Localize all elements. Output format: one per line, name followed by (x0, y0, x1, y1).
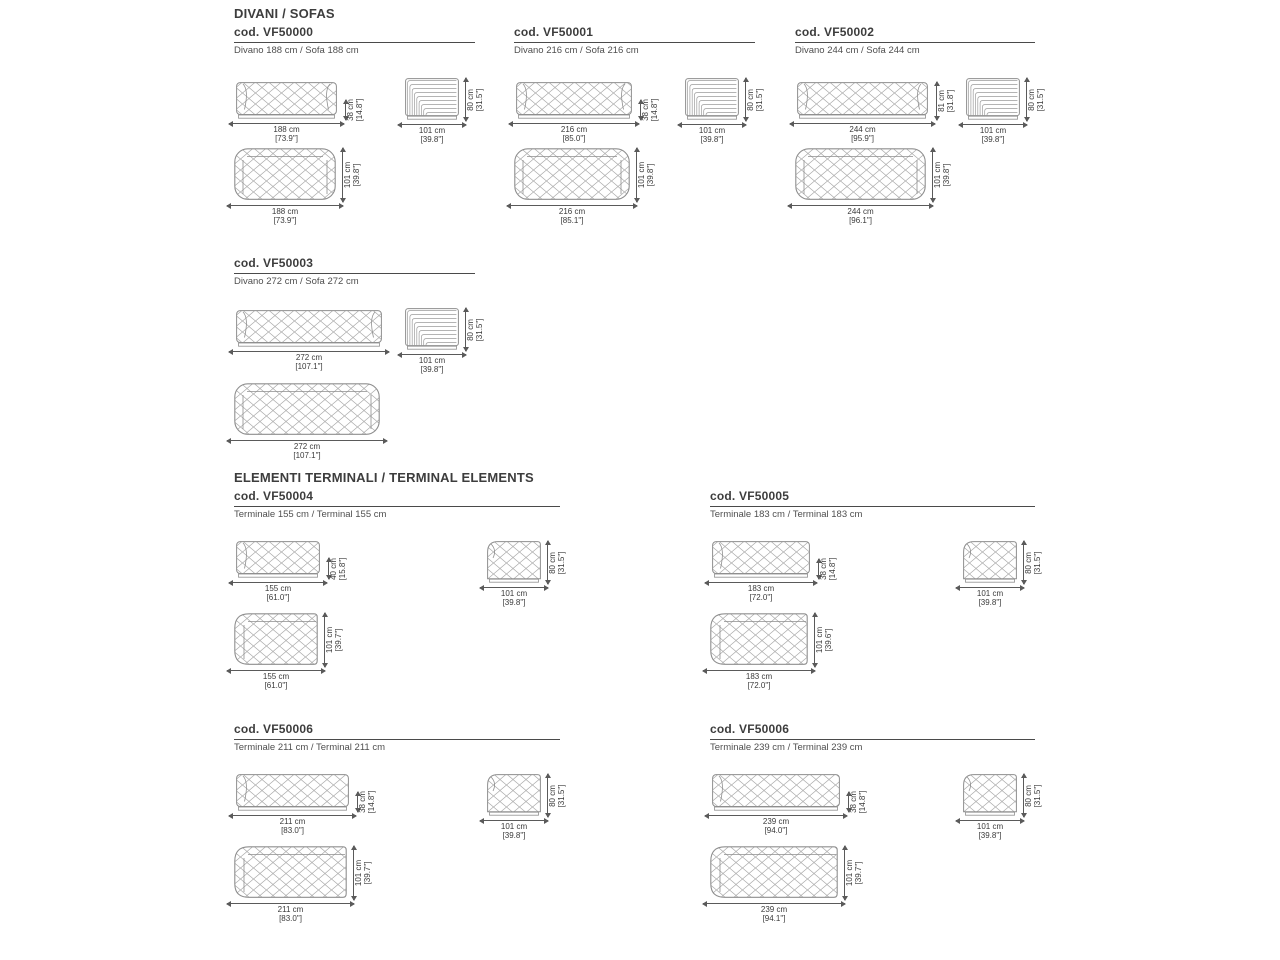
side-depth-dimension (678, 124, 746, 144)
dim-cm: 101 cm (815, 626, 824, 654)
dim-cm: 183 cm (747, 584, 775, 593)
dimension-line (480, 587, 548, 588)
dimension-line (788, 205, 933, 206)
dim-in: [85.1"] (560, 216, 584, 225)
dim-cm: 80 cm (1024, 551, 1033, 574)
front-height-dimension (818, 559, 836, 579)
side-height-dimension (465, 308, 483, 351)
terminal-front-view (236, 541, 320, 579)
terminal-front-view (712, 774, 840, 812)
front-height-dimension (640, 100, 658, 120)
product-subtitle: Terminale 155 cm / Terminal 155 cm (234, 509, 387, 520)
product-code: cod. VF50006 (234, 722, 560, 740)
dim-in: [39.8"] (352, 163, 361, 187)
dim-cm: 101 cm (845, 859, 854, 887)
dim-in: [107.1"] (295, 362, 323, 371)
dim-cm: 80 cm (1024, 784, 1033, 807)
plan-width-dimension (703, 670, 815, 690)
dim-cm: 183 cm (745, 672, 773, 681)
dim-in: [61.0"] (264, 681, 288, 690)
side-depth-dimension (398, 354, 466, 374)
dim-in: [31.5"] (557, 784, 566, 807)
front-width-dimension (790, 123, 935, 143)
terminal-plan-view (234, 613, 318, 667)
terminal-front-view (712, 541, 810, 579)
sofa-front-view (516, 82, 632, 120)
front-height-dimension (345, 100, 363, 120)
terminal-side-view (963, 774, 1017, 817)
side-depth-dimension (956, 587, 1024, 607)
front-width-dimension (705, 815, 847, 835)
sofa-front-view (797, 82, 928, 120)
product-code: cod. VF50000 (234, 25, 475, 43)
sofa-plan-view (234, 383, 380, 437)
terminal-plan-view (234, 846, 347, 900)
terminal-plan-view (710, 613, 808, 667)
dim-in: [15.8"] (338, 557, 347, 580)
dim-cm: 101 cm (354, 859, 363, 887)
dim-in: [14.8"] (355, 98, 364, 122)
dim-cm: 80 cm (466, 318, 475, 341)
sofa-side-view (966, 78, 1020, 121)
sofa-side-view (405, 308, 459, 351)
product-subtitle: Divano 216 cm / Sofa 216 cm (514, 45, 639, 56)
front-height-dimension (328, 558, 346, 579)
dimension-line (227, 670, 325, 671)
dim-in: [14.8"] (828, 557, 837, 581)
dim-in: [39.8"] (420, 365, 444, 374)
sofa-plan-view (514, 148, 630, 202)
dim-cm: 244 cm (849, 125, 876, 134)
dimension-line (229, 815, 356, 816)
dimension-line (227, 903, 354, 904)
side-depth-dimension (959, 124, 1027, 144)
plan-depth-dimension (932, 148, 950, 202)
dim-in: [72.0"] (749, 593, 773, 602)
dim-in: [31.5"] (1033, 784, 1042, 807)
dim-cm: 239 cm (760, 905, 788, 914)
plan-depth-dimension (324, 613, 342, 667)
section-title-terminals: ELEMENTI TERMINALI / TERMINAL ELEMENTS (234, 470, 534, 485)
dim-in: [95.9"] (851, 134, 874, 143)
product-card-vf50004 (234, 489, 566, 690)
dim-cm: 80 cm (548, 784, 557, 807)
product-code: cod. VF50006 (710, 722, 1035, 740)
dim-in: [14.8"] (367, 790, 376, 814)
side-height-dimension (1023, 541, 1041, 584)
front-height-dimension (357, 792, 375, 812)
product-card-vf50001 (514, 25, 764, 225)
plan-depth-dimension (353, 846, 371, 900)
front-width-dimension (229, 582, 327, 602)
plan-width-dimension (788, 205, 933, 225)
dim-in: [72.0"] (747, 681, 771, 690)
dimension-line (398, 354, 466, 355)
dim-cm: 38 cm (358, 791, 367, 813)
product-code: cod. VF50002 (795, 25, 1035, 43)
side-height-dimension (745, 78, 763, 121)
dim-cm: 155 cm (264, 584, 292, 593)
dim-cm: 272 cm (293, 442, 321, 451)
section-title-sofas: DIVANI / SOFAS (234, 6, 335, 21)
plan-width-dimension (227, 440, 387, 460)
sofa-side-view (405, 78, 459, 121)
dim-in: [39.7"] (334, 628, 343, 652)
dim-cm: 155 cm (262, 672, 290, 681)
side-height-dimension (547, 541, 565, 584)
dimension-line (480, 820, 548, 821)
dim-cm: 101 cm (418, 356, 446, 365)
dim-in: [39.8"] (502, 831, 526, 840)
product-card-vf50006-211 (234, 722, 566, 923)
dimension-line (398, 124, 466, 125)
dim-in: [107.1"] (293, 451, 321, 460)
dimension-line (956, 820, 1024, 821)
dimension-line (678, 124, 746, 125)
dimension-line (703, 903, 845, 904)
dim-cm: 81 cm (937, 90, 946, 112)
terminal-side-view (487, 774, 541, 817)
terminal-side-view (487, 541, 541, 584)
front-width-dimension (229, 815, 356, 835)
dim-cm: 101 cm (500, 822, 528, 831)
side-height-dimension (547, 774, 565, 817)
dim-in: [31.5"] (475, 88, 484, 111)
sofa-plan-view (795, 148, 926, 202)
product-code: cod. VF50004 (234, 489, 560, 507)
dim-cm: 188 cm (271, 207, 299, 216)
front-width-dimension (509, 123, 639, 143)
dim-in: [14.8"] (858, 790, 867, 814)
side-height-dimension (465, 78, 483, 121)
plan-width-dimension (507, 205, 637, 225)
dim-in: [94.0"] (764, 826, 788, 835)
dim-in: [83.0"] (281, 826, 304, 835)
dim-in: [94.1"] (762, 914, 786, 923)
dim-in: [73.9"] (273, 216, 297, 225)
dim-cm: 101 cm (500, 589, 528, 598)
dim-cm: 101 cm (979, 126, 1007, 135)
dimension-line (705, 815, 847, 816)
dim-cm: 38 cm (641, 99, 650, 121)
product-subtitle: Terminale 183 cm / Terminal 183 cm (710, 509, 863, 520)
product-subtitle: Divano 272 cm / Sofa 272 cm (234, 276, 359, 287)
dim-cm: 101 cm (637, 161, 646, 189)
dim-cm: 272 cm (295, 353, 323, 362)
dim-in: [39.7"] (854, 861, 863, 885)
dimension-line (507, 205, 637, 206)
dim-in: [14.8"] (650, 98, 659, 122)
dim-in: [31.5"] (1036, 88, 1045, 111)
dimension-line (509, 123, 639, 124)
side-height-dimension (1026, 78, 1044, 121)
dim-in: [39.7"] (363, 861, 372, 885)
dim-cm: 101 cm (976, 822, 1004, 831)
plan-width-dimension (227, 670, 325, 690)
product-card-vf50000 (234, 25, 484, 225)
front-width-dimension (229, 123, 344, 143)
dim-in: [31.8"] (946, 89, 955, 113)
dim-in: [61.0"] (266, 593, 290, 602)
plan-width-dimension (227, 205, 343, 225)
sofa-side-view (685, 78, 739, 121)
side-height-dimension (1023, 774, 1041, 817)
plan-width-dimension (227, 903, 354, 923)
side-depth-dimension (480, 587, 548, 607)
product-code: cod. VF50003 (234, 256, 475, 274)
dimension-line (705, 582, 817, 583)
dim-cm: 40 cm (329, 557, 338, 580)
product-code: cod. VF50001 (514, 25, 755, 43)
dimension-line (790, 123, 935, 124)
product-subtitle: Terminale 239 cm / Terminal 239 cm (710, 742, 863, 753)
front-height-dimension (848, 792, 866, 812)
dim-cm: 38 cm (819, 558, 828, 580)
dim-cm: 239 cm (762, 817, 790, 826)
dim-in: [73.9"] (275, 134, 298, 143)
dim-in: [39.8"] (646, 163, 655, 187)
plan-depth-dimension (636, 148, 654, 202)
dim-in: [83.0"] (279, 914, 302, 923)
dim-cm: 216 cm (558, 207, 586, 216)
dim-cm: 188 cm (273, 125, 300, 134)
dim-cm: 216 cm (560, 125, 588, 134)
product-card-vf50005 (710, 489, 1042, 690)
dim-in: [39.8"] (420, 135, 444, 144)
dimension-line (229, 582, 327, 583)
side-depth-dimension (480, 820, 548, 840)
terminal-plan-view (710, 846, 838, 900)
dim-cm: 38 cm (346, 99, 355, 121)
dim-in: [96.1"] (849, 216, 872, 225)
terminal-side-view (963, 541, 1017, 584)
dim-in: [31.5"] (755, 88, 764, 111)
dim-cm: 80 cm (1027, 88, 1036, 111)
dim-cm: 101 cm (976, 589, 1004, 598)
product-card-vf50003 (234, 256, 484, 460)
dim-in: [39.8"] (700, 135, 724, 144)
front-width-dimension (705, 582, 817, 602)
dim-cm: 101 cm (418, 126, 446, 135)
product-card-vf50002 (795, 25, 1045, 225)
dim-in: [31.5"] (557, 551, 566, 574)
dimension-line (229, 351, 389, 352)
dim-cm: 101 cm (698, 126, 726, 135)
dim-cm: 80 cm (746, 88, 755, 111)
plan-depth-dimension (342, 148, 360, 202)
dim-in: [39.8"] (942, 163, 951, 187)
product-subtitle: Divano 244 cm / Sofa 244 cm (795, 45, 920, 56)
product-code: cod. VF50005 (710, 489, 1035, 507)
dim-in: [39.8"] (978, 598, 1002, 607)
dim-cm: 38 cm (849, 791, 858, 813)
dimension-line (703, 670, 815, 671)
dimension-line (229, 123, 344, 124)
dimension-line (959, 124, 1027, 125)
plan-depth-dimension (814, 613, 832, 667)
dim-cm: 80 cm (466, 88, 475, 111)
dim-in: [85.0"] (562, 134, 586, 143)
dim-in: [39.8"] (978, 831, 1002, 840)
side-depth-dimension (398, 124, 466, 144)
front-width-dimension (229, 351, 389, 371)
dim-in: [39.8"] (981, 135, 1005, 144)
dim-cm: 101 cm (325, 626, 334, 654)
plan-width-dimension (703, 903, 845, 923)
dimension-line (227, 440, 387, 441)
side-depth-dimension (956, 820, 1024, 840)
dim-cm: 80 cm (548, 551, 557, 574)
product-card-vf50006-239 (710, 722, 1042, 923)
dimension-line (956, 587, 1024, 588)
sofa-front-view (236, 310, 382, 348)
dim-cm: 244 cm (847, 207, 874, 216)
product-subtitle: Divano 188 cm / Sofa 188 cm (234, 45, 359, 56)
dim-cm: 211 cm (279, 817, 306, 826)
plan-depth-dimension (844, 846, 862, 900)
sofa-plan-view (234, 148, 336, 202)
front-height-dimension (936, 82, 954, 120)
dim-in: [39.6"] (824, 628, 833, 652)
sofa-front-view (236, 82, 337, 120)
dimension-line (227, 205, 343, 206)
dim-in: [39.8"] (502, 598, 526, 607)
dim-in: [31.5"] (475, 318, 484, 341)
dim-cm: 101 cm (343, 161, 352, 189)
dim-cm: 101 cm (933, 161, 942, 189)
dim-in: [31.5"] (1033, 551, 1042, 574)
dim-cm: 211 cm (277, 905, 304, 914)
product-subtitle: Terminale 211 cm / Terminal 211 cm (234, 742, 386, 753)
terminal-front-view (236, 774, 349, 812)
